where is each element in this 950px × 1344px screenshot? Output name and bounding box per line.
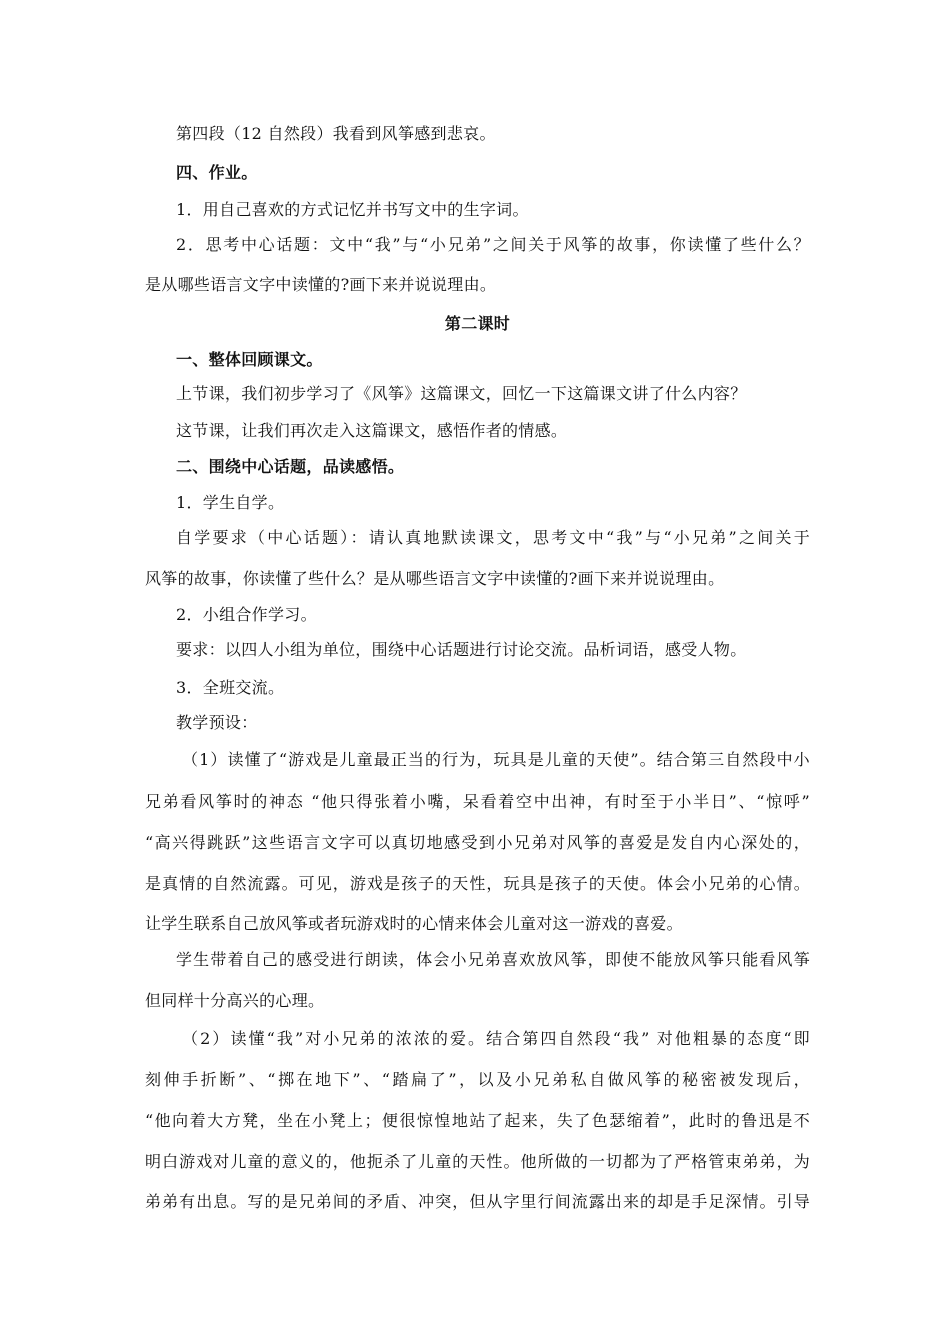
section-heading: 四、作业。 — [176, 163, 258, 182]
paragraph-line: 刻伸手折断”、“掷在地下”、“踏扁了”，以及小兄弟私自做风筝的秘密被发现后， — [145, 1070, 810, 1089]
paragraph-line: 上节课，我们初步学习了《风筝》这篇课文，回忆一下这篇课文讲了什么内容？ — [176, 384, 747, 403]
paragraph-line: 第四段（12 自然段）我看到风筝感到悲哀。 — [176, 124, 496, 143]
paragraph-line: 要求：以四人小组为单位，围绕中心话题进行讨论交流。品析词语，感受人物。 — [176, 640, 747, 659]
list-item: 2．思考中心话题：文中“我”与“小兄弟”之间关于风筝的故事，你读懂了些什么？ — [176, 235, 810, 254]
list-item: 1．用自己喜欢的方式记忆并书写文中的生字词。 — [176, 200, 529, 219]
paragraph-line: （1）读懂了“游戏是儿童最正当的行为，玩具是儿童的天使”。结合第三自然段中小 — [182, 750, 810, 769]
paragraph-line: 风筝的故事，你读懂了些什么？是从哪些语言文字中读懂的?画下来并说说理由。 — [145, 569, 725, 588]
paragraph-line: 明白游戏对儿童的意义的，他扼杀了儿童的天性。他所做的一切都为了严格管束弟弟，为 — [145, 1152, 810, 1171]
paragraph-line: 但同样十分高兴的心理。 — [145, 991, 325, 1010]
paragraph-line: 自学要求（中心话题）：请认真地默读课文，思考文中“我”与“小兄弟”之间关于 — [176, 528, 810, 547]
paragraph-line: 是从哪些语言文字中读懂的?画下来并说说理由。 — [145, 275, 497, 294]
paragraph-line: （2）读懂“我”对小兄弟的浓浓的爱。结合第四自然段“我” 对他粗暴的态度“即 — [182, 1029, 810, 1048]
paragraph-line: 这节课，让我们再次走入这篇课文，感悟作者的情感。 — [176, 421, 568, 440]
paragraph-line: 让学生联系自己放风筝或者玩游戏时的心情来体会儿童对这一游戏的喜爱。 — [145, 914, 683, 933]
paragraph-line: 是真情的自然流露。可见，游戏是孩子的天性，玩具是孩子的天使。体会小兄弟的心情。 — [145, 874, 810, 893]
list-item: 3．全班交流。 — [176, 678, 285, 697]
paragraph-line: “他向着大方凳，坐在小凳上；便很惊惶地站了起来，失了色瑟缩着”，此时的鲁迅是不 — [145, 1111, 810, 1130]
section-heading: 一、整体回顾课文。 — [176, 350, 323, 369]
section-heading: 二、围绕中心话题，品读感悟。 — [176, 457, 405, 476]
list-item: 2．小组合作学习。 — [176, 605, 317, 624]
lesson-title: 第二课时 — [444, 314, 511, 333]
paragraph-line: 兄弟看风筝时的神态 “他只得张着小嘴，呆看着空中出神，有时至于小半日”、“惊呼” — [145, 792, 810, 811]
list-item: 1．学生自学。 — [176, 493, 285, 512]
paragraph-line: 学生带着自己的感受进行朗读，体会小兄弟喜欢放风筝，即使不能放风筝只能看风筝 — [176, 950, 810, 969]
paragraph-line: “高兴得跳跃”这些语言文字可以真切地感受到小兄弟对风筝的喜爱是发自内心深处的， — [145, 833, 810, 852]
paragraph-line: 弟弟有出息。写的是兄弟间的矛盾、冲突，但从字里行间流露出来的却是手足深情。引导 — [145, 1192, 810, 1211]
paragraph-line: 教学预设： — [176, 713, 258, 732]
